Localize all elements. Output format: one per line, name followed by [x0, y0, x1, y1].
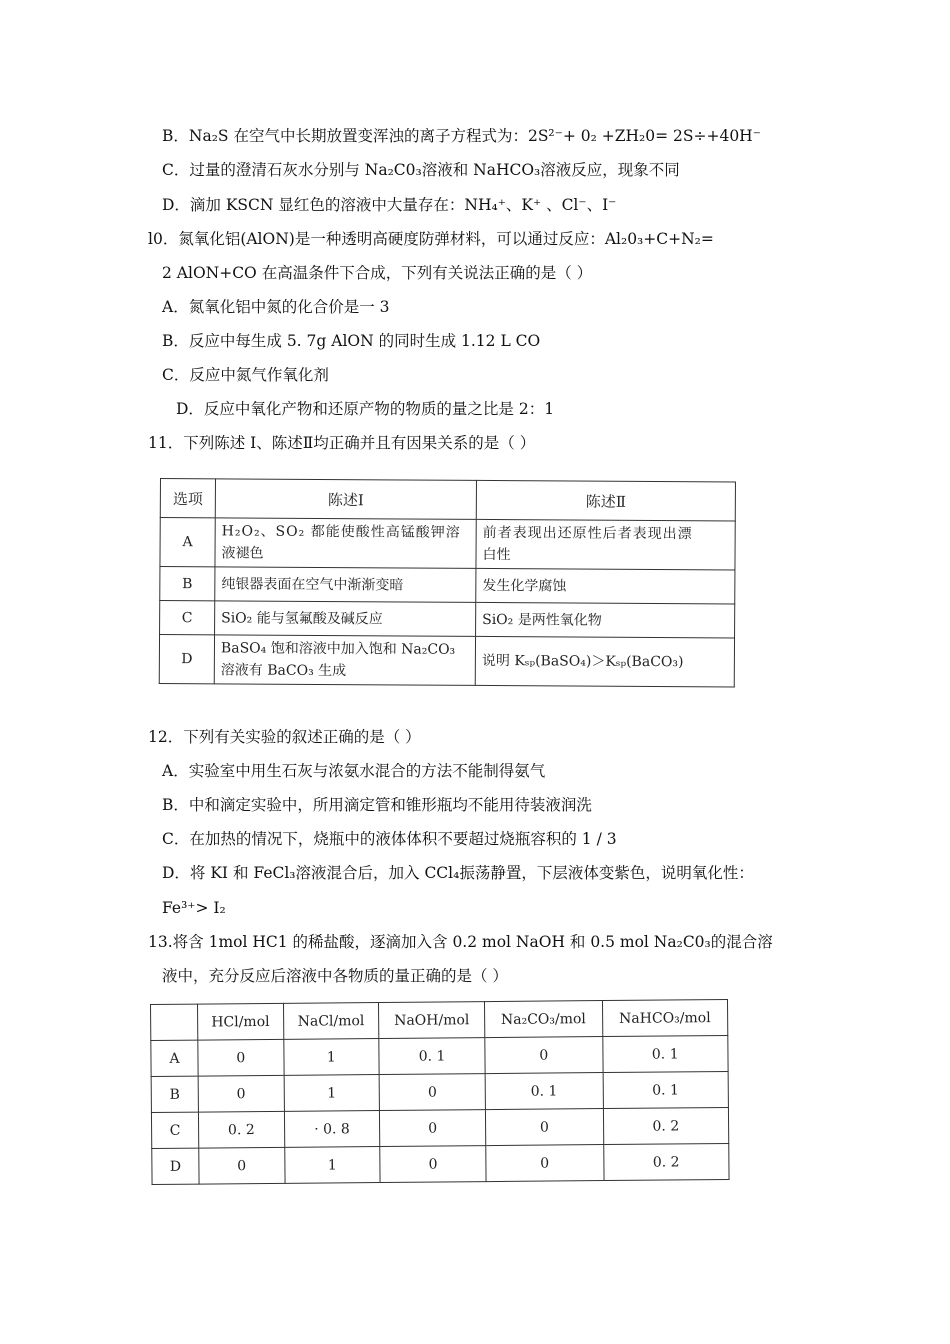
header-statement-1: 陈述Ⅰ [215, 479, 476, 520]
table-cell: 0. 1 [602, 1035, 728, 1072]
statement-2-cell: 说明 Kₛₚ(BaSO₄)＞Kₛₚ(BaCO₃) [475, 636, 734, 687]
table-cell: · 0. 8 [284, 1111, 380, 1148]
q12-option-b: B．中和滴定实验中，所用滴定管和锥形瓶均不能用待装液润洗 [162, 796, 592, 814]
q9-option-c: C．过量的澄清石灰水分别与 Na₂C0₃溶液和 NaHCO₃溶液反应，现象不同 [162, 161, 680, 179]
table-cell: 0. 2 [603, 1143, 729, 1180]
table-cell: 0. 2 [603, 1107, 729, 1144]
table-row [160, 601, 735, 639]
statement-1-cell [215, 518, 476, 569]
table-row [151, 1035, 728, 1076]
statement-1-cell [214, 635, 475, 686]
header-nacl: NaCl/mol [283, 1003, 379, 1040]
table-row [152, 1143, 729, 1184]
row-option: D [159, 635, 214, 684]
cell-text-line: 液褪色 [221, 545, 264, 562]
table-header-row [151, 999, 728, 1040]
statement-1-cell: SiO₂ 能与氢氟酸及碱反应 [215, 601, 476, 637]
table-cell: 1 [283, 1039, 379, 1076]
header-option: 选项 [160, 479, 215, 518]
table-row [160, 518, 735, 571]
table-cell: 0 [198, 1039, 284, 1076]
q11-stem: 11．下列陈述 I、陈述Ⅱ均正确并且有因果关系的是（ ） [148, 434, 536, 452]
table-cell: 0. 2 [198, 1111, 284, 1148]
q10-option-b: B．反应中每生成 5. 7g AlON 的同时生成 1.12 L CO [162, 332, 541, 350]
row-option: D [152, 1148, 199, 1184]
statement-1-cell: 纯银器表面在空气中渐渐变暗 [215, 567, 476, 603]
table-cell: 0. 1 [603, 1071, 729, 1108]
header-na2co3: Na₂CO₃/mol [485, 1001, 603, 1038]
row-option: A [151, 1040, 198, 1076]
q12-option-a: A．实验室中用生石灰与浓氨水混合的方法不能制得氨气 [162, 762, 546, 780]
row-option: B [151, 1076, 198, 1112]
table-cell: 0. 1 [379, 1038, 485, 1075]
statement-2-cell: 发生化学腐蚀 [476, 568, 735, 604]
table-row [159, 635, 734, 688]
header-naoh: NaOH/mol [379, 1002, 485, 1039]
q12-option-d-line2: Fe³⁺> I₂ [162, 899, 226, 917]
q11-table [159, 478, 736, 688]
header-corner [151, 1004, 198, 1040]
table-cell: 1 [284, 1146, 380, 1183]
row-option: C [151, 1112, 198, 1148]
q10-option-a: A．氮氧化铝中氮的化合价是一 3 [162, 298, 390, 316]
cell-text-line: H₂O₂、SO₂ 都能使酸性高锰酸钾溶 [221, 523, 461, 541]
q12-option-d-line1: D．将 KI 和 FeCl₃溶液混合后，加入 CCl₄振荡静置，下层液体变紫色，说明氧化性： [162, 864, 754, 882]
statement-2-cell: SiO₂ 是两性氧化物 [476, 602, 735, 638]
table-row [151, 1107, 728, 1148]
table-header-row [160, 479, 735, 522]
cell-text-line: 白性 [482, 546, 511, 564]
table-cell: 0 [198, 1075, 284, 1112]
q10-stem-line1: l0．氮氧化铝(AlON)是一种透明高硬度防弹材料，可以通过反应：Al₂0₃+C+N₂= [148, 230, 714, 248]
cell-text-line: 前者表现出还原性后者表现出漂 [482, 524, 693, 543]
table-row [160, 567, 735, 605]
table-cell: 0 [380, 1110, 486, 1147]
q9-option-b: B．Na₂S 在空气中长期放置变浑浊的离子方程式为：2S²⁻+ 0₂ +ZH₂0= 2S÷+40H⁻ [162, 127, 761, 145]
q10-option-d: D．反应中氧化产物和还原产物的物质的量之比是 2：1 [176, 400, 555, 418]
table-cell: 0 [485, 1037, 603, 1074]
header-nahco3: NaHCO₃/mol [602, 999, 728, 1036]
q13-stem-line2: 液中，充分反应后溶液中各物质的量正确的是（ ） [162, 967, 508, 985]
row-option: C [160, 601, 215, 635]
q13-stem-line1: 13.将含 1mol HC1 的稀盐酸，逐滴加入含 0.2 mol NaOH 和 0.5 mol Na₂C0₃的混合溶 [148, 933, 773, 951]
header-hcl: HCl/mol [198, 1003, 284, 1040]
header-statement-2: 陈述Ⅱ [476, 480, 735, 521]
table-cell: 0 [485, 1109, 603, 1146]
row-option: B [160, 567, 215, 601]
row-option: A [160, 518, 215, 567]
q12-stem: 12．下列有关实验的叙述正确的是（ ） [148, 728, 421, 746]
cell-text-line: BaSO₄ 饱和溶液中加入饱和 Na₂CO₃ [220, 640, 456, 658]
q10-stem-line2: 2 AlON+CO 在高温条件下合成，下列有关说法正确的是（ ） [162, 264, 593, 282]
table-row [151, 1071, 728, 1112]
table-cell: 1 [284, 1075, 380, 1112]
q12-option-c: C．在加热的情况下，烧瓶中的液体体积不要超过烧瓶容积的 1 / 3 [162, 830, 617, 848]
table-cell: 0 [486, 1145, 604, 1182]
q9-option-d: D．滴加 KSCN 显红色的溶液中大量存在：NH₄⁺、K⁺ 、Cl⁻、I⁻ [162, 196, 617, 214]
table-cell: 0 [199, 1147, 285, 1184]
statement-2-cell [476, 519, 735, 570]
q10-option-c: C．反应中氮气作氧化剂 [162, 366, 329, 384]
table-cell: 0 [380, 1146, 486, 1183]
table-cell: 0 [379, 1074, 485, 1111]
q13-table [150, 999, 730, 1185]
table-cell: 0. 1 [485, 1073, 603, 1110]
cell-text-line: 溶液有 BaCO₃ 生成 [220, 662, 347, 680]
